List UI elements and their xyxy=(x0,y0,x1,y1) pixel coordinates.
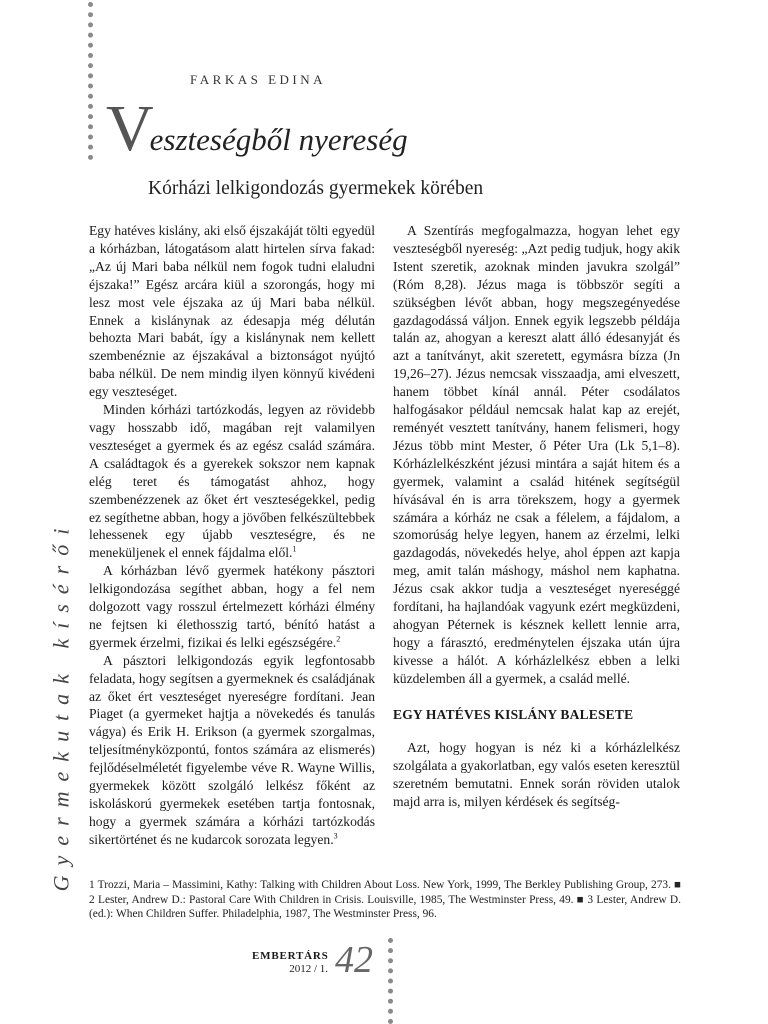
decorative-dotted-rule-footer xyxy=(388,938,393,1024)
paragraph-text: Minden kórházi tartózkodás, legyen az rövidebb vagy hosszabb idő, magában rejt valamilyen veszteséget a gyermek és az egész család számára. A családtagok és a gyerekek sokszor nem kapnak elég teret és támogatást ahhoz, hogy szembenézzenek az őket ért veszteségekkel, pedig ez segíthetne abban, hogy a jövőben felkészültebbek lehessenek egy újabb veszteségre, és ne meneküljenek el ennek fájdalma elől. xyxy=(89,402,375,561)
paragraph xyxy=(89,401,375,562)
footnote-ref[interactable]: 3 xyxy=(333,831,338,841)
title-initial-letter: V xyxy=(106,92,154,165)
paragraph-text: A kórházban lévő gyermek hatékony pásztori lelkigondozása segíthet abban, hogy a fel nem dolgozott vagy rosszul értelmezett kórházi élmény ne fejtsen ki élethosszig tartó, bénító hatást a gyermek érzelmi, fizikai és lelki egészségére. xyxy=(89,563,375,650)
decorative-dotted-rule-top xyxy=(88,2,93,160)
paragraph xyxy=(89,222,375,401)
paragraph xyxy=(89,562,375,652)
body-column-left xyxy=(89,222,375,849)
article-subtitle: Kórházi lelkigondozás gyermekek körében xyxy=(148,178,484,199)
paragraph-text: A pásztori lelkigondozás egyik legfontosabb feladata, hogy segítsen a gyermeknek és családjának az őket ért veszteséget nyereségre fordítani. Jean Piaget (a gyermeket hajtja a növekedés és tanulás vágya) és Erik H. Erikson (a gyermek szorgalmas, teljesítményközpontú, fontos számára az elismerés) fejlődéselméletét figyelembe véve R. Wayne Willis, gyermekek között szolgáló lelkész főként az iskoláskorú gyermekek esetében tartja fontosnak, hogy a gyermek számára a kórházi tartózkodás sikertörténet és ne kudarcok sorozata legyen. xyxy=(89,652,375,847)
sidebar-label-text: Gyermekutak kísérői xyxy=(48,518,73,892)
article-author: FARKAS EDINA xyxy=(190,72,327,87)
paragraph: Azt, hogy hogyan is néz ki a kórházlelkész szolgálata a gyakorlatban, egy valós eseten keresztül szeretném bemutatni. Ennek során röviden utalok majd arra is, milyen kérdések és segítség- xyxy=(393,740,680,810)
section-heading: EGY HATÉVES KISLÁNY BALESETE xyxy=(393,706,634,722)
paragraph xyxy=(89,652,375,849)
journal-name: EMBERTÁRS xyxy=(252,950,329,962)
body-column-right xyxy=(393,222,680,811)
journal-issue: 2012 / 1. xyxy=(289,963,328,975)
article-title xyxy=(106,92,408,165)
footnotes: 1 Trozzi, Maria – Massimini, Kathy: Talking with Children About Loss. New York, 1999, The Berkley Publishing Group, 273. ■ 2 Lester, Andrew D.: Pastoral Care With Children in Crisis. Louisville, 1985, The Westminster Press, 49. ■ 3 Lester, Andrew D. (ed.): When Children Suffer. Philadelphia, 1987, The Westminster Press, 96. xyxy=(89,879,681,921)
paragraph-text: Egy hatéves kislány, aki első éjszakáját tölti egyedül a kórházban, látogatásom alatt hirtelen sírva fakad: „Az új Mari baba nélkül nem fogok tudni elaludni éjszaka!” Egész arcára kiül a szorongás, hogy mi lesz most vele éjszaka az új Mari baba nélkül. Ennek a kislánynak az édesapja még délután behozta Mari babát, így a kislánynak nem kellett szembenéznie az éjszakával a biztonságot nyújtó baba nélkül. De nem mindig ilyen könnyű kivédeni egy veszteséget. xyxy=(89,223,375,400)
footnote-ref[interactable]: 1 xyxy=(292,544,297,554)
footnote-ref[interactable]: 2 xyxy=(336,634,341,644)
title-rest-text: eszteségből nyereség xyxy=(149,122,408,157)
paragraph: A Szentírás megfogalmazza, hogyan lehet egy veszteségből nyereség: „Azt pedig tudjuk, hogy akik Istent szeretik, azoknak minden javukra szolgál” (Róm 8,28). Jézus maga is többször segíti a szükségben lévőt abban, hogy megszegényedése gazdagodássá váljon. Ennek egyik legszebb példája talán az, ahogyan a kereszt alatt álló édesanyját és azt a tanítványt, akit szeretett, egymásra bízza (Jn 19,26–27). Jézus nemcsak visszaadja, ami elveszett, hanem többet kínál annál. Péter csodálatos halfogásakor például nemcsak halat kap az erejét, reményét vesztett tanítvány, hanem felismeri, hogy Jézus több mint Mester, ő Péter Ura (Lk 5,1–8). Kórházlelkészként jézusi mintára a saját hitem és a gyermek, valamint a család hitének segítségül hívásával én is arra törekszem, hogy a gyermek számára a kórház ne csak a félelem, a fájdalom, a szomorúság helye legyen, hanem az érzelmi, lelki gazdagodás, növekedés helye, ahol éppen azt kapja meg, amit talán máshogy, máshol nem kaphatna. Jézus csak akkor tudja a veszteséget nyereséggé fordítani, ha hajlandóak vagyunk ezért megküzdeni, ahogyan Péternek is késznek kellett lennie arra, hogy a fárasztó, eredménytelen éjszaka után újra kivesse a hálót. A kórházlelkész ebben a lelki küzdelemben áll a gyermek, a család mellé. xyxy=(393,223,680,686)
page-number: 42 xyxy=(335,939,373,981)
section-sidebar-label xyxy=(46,490,76,920)
